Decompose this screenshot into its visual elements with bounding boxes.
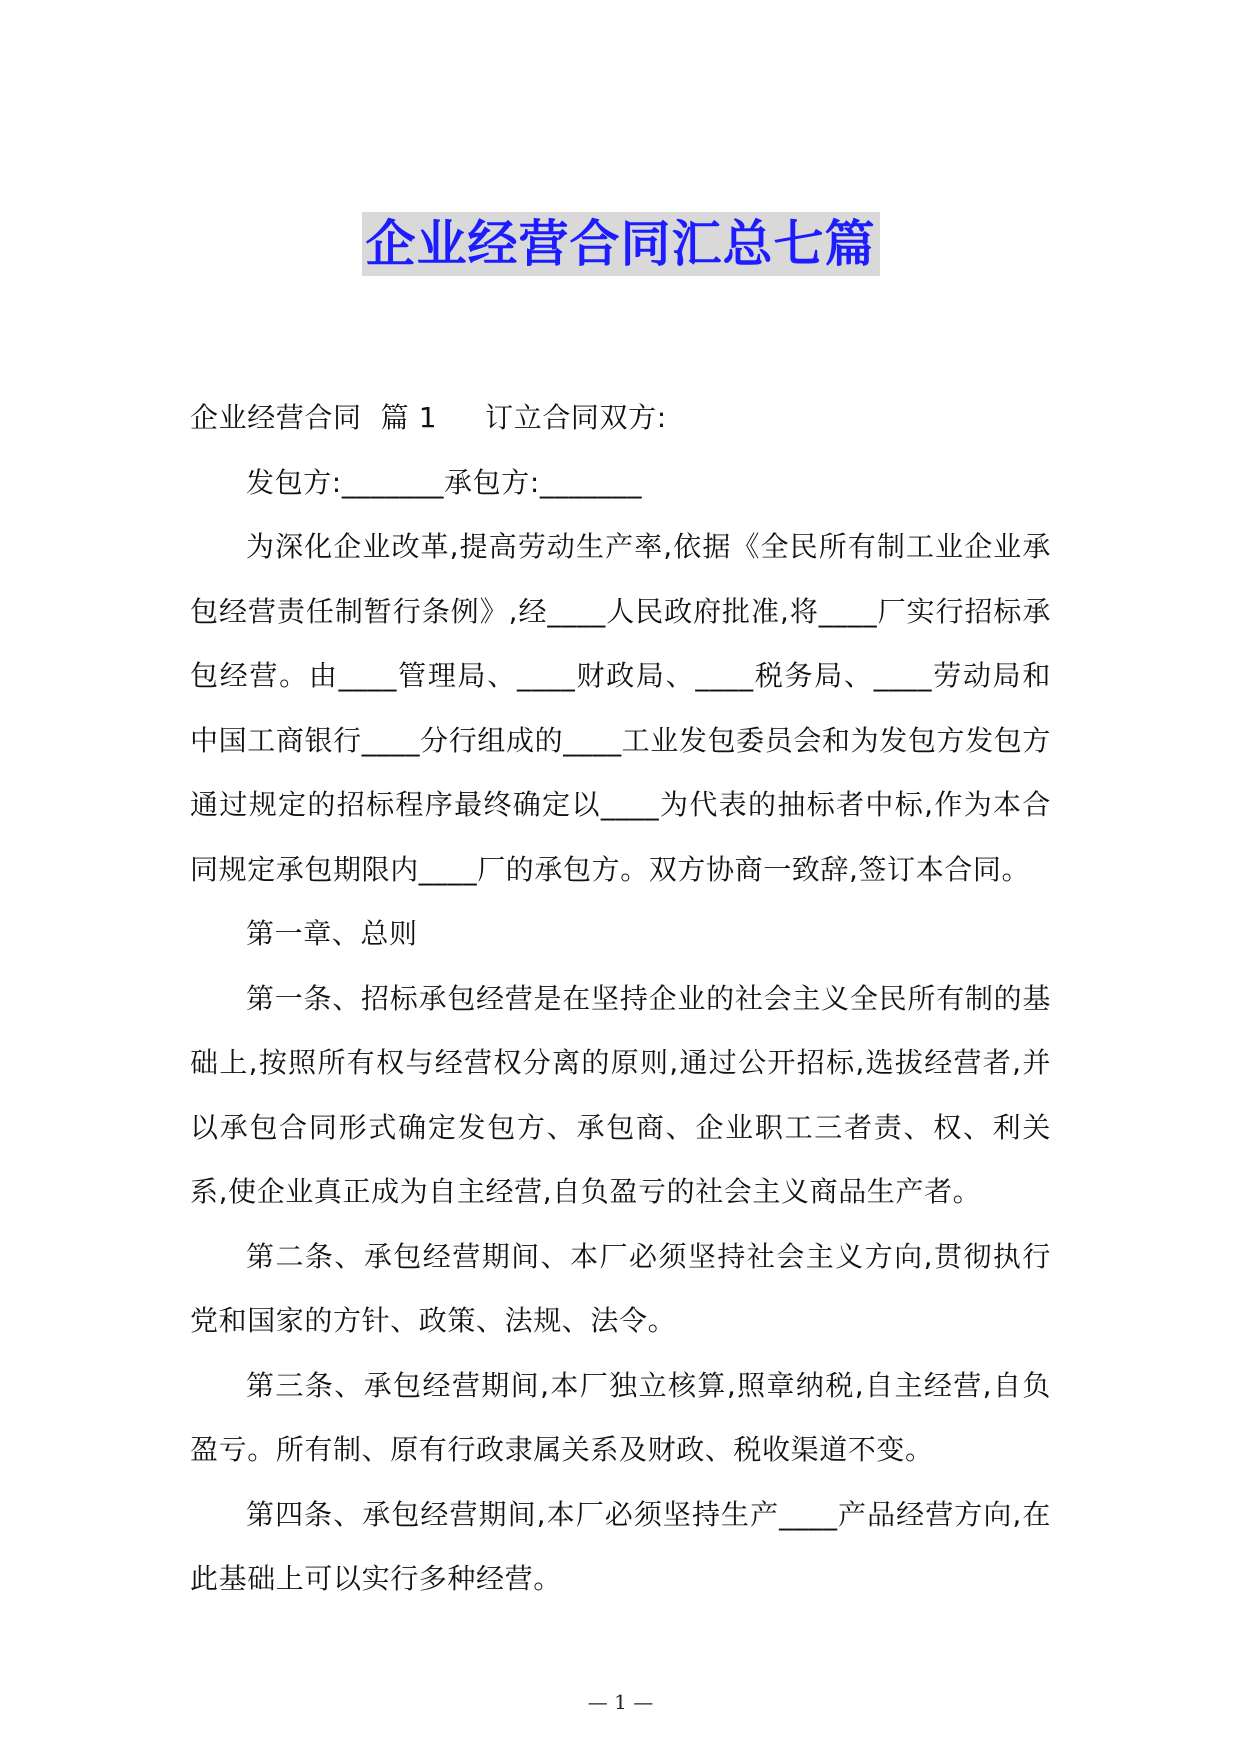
section-heading-label: 企业经营合同 篇 1 xyxy=(190,401,438,434)
article-2: 第二条、承包经营期间、本厂必须坚持社会主义方向,贯彻执行党和国家的方针、政策、法规、法令。 xyxy=(190,1239,1051,1337)
article-3: 第三条、承包经营期间,本厂独立核算,照章纳税,自主经营,自负盈亏。所有制、原有行政隶属关系及财政、税收渠道不变。 xyxy=(190,1368,1051,1466)
section-heading-parties: 订立合同双方: xyxy=(485,401,667,434)
chapter-heading: 第一章、总则 xyxy=(246,917,418,950)
title-block xyxy=(0,212,1241,276)
paragraph-parties: 发包方:_______承包方:_______ xyxy=(246,465,643,499)
paragraph-preamble: 为深化企业改革,提高劳动生产率,依据《全民所有制工业企业承包经营责任制暂行条例》,经____人民政府批准,将____厂实行招标承包经营。由____管理局、____财政局、____税务局、____劳动局和中国工商银行____分行组成的____工业发包委员会和为发包方发包方通过规定的招标程序最终确定以____为代表的抽标者中标,作为本合同规定承包期限内____厂的承包方。双方协商一致辞,签订本合同。 xyxy=(190,530,1051,886)
document-body xyxy=(190,386,1051,1612)
section-heading xyxy=(190,386,1051,451)
article-1: 第一条、招标承包经营是在坚持企业的社会主义全民所有制的基础上,按照所有权与经营权分离的原则,通过公开招标,选拔经营者,并以承包合同形式确定发包方、承包商、企业职工三者责、权、利关系,使企业真正成为自主经营,自负盈亏的社会主义商品生产者。 xyxy=(190,981,1051,1208)
article-4: 第四条、承包经营期间,本厂必须坚持生产____产品经营方向,在此基础上可以实行多种经营。 xyxy=(190,1497,1051,1595)
page-number: — 1 — xyxy=(587,1690,654,1714)
document-title: 企业经营合同汇总七篇 xyxy=(362,212,880,276)
